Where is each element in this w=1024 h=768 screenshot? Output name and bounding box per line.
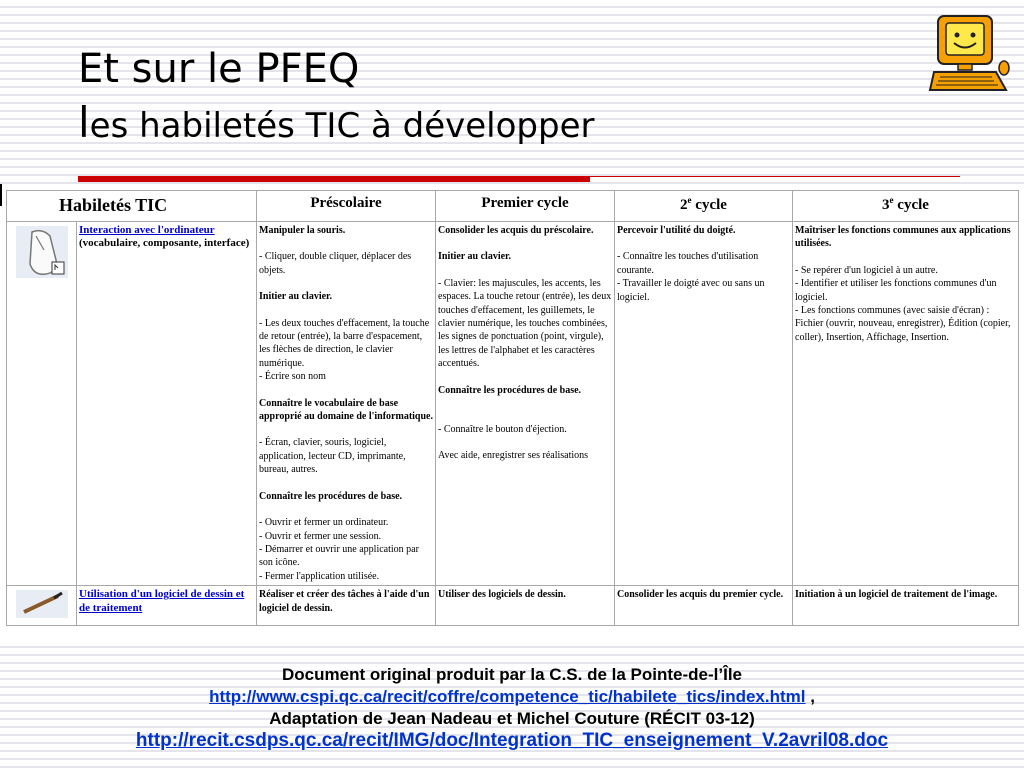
title-line-1: Et sur le PFEQ [78, 46, 360, 92]
cell-line: - Cliquer, double cliquer, déplacer des objets. [259, 251, 412, 276]
table-header-row [7, 191, 1019, 222]
cell-line: - Ouvrir et fermer un ordinateur. [259, 517, 389, 529]
row1-premier-cycle [436, 222, 615, 586]
cell-line: - Travailler le doigté avec ou sans un logiciel. [617, 278, 765, 303]
cell-line: Maîtriser les fonctions communes aux applications utilisées. [795, 225, 1011, 250]
footer-link1-line [0, 686, 1024, 708]
cell-line: - Les deux touches d'effacement, la touche de retour (entrée), la barre d'espacement, les flèches de direction, le clavier numérique. [259, 317, 430, 369]
row2-icon-cell [7, 586, 77, 625]
computer-mascot-icon [926, 10, 1012, 100]
row2-2e-cycle: Consolider les acquis du premier cycle. [615, 586, 793, 625]
cell-line: - Se repérer d'un logiciel à un autre. [795, 264, 938, 276]
cell-line: Initier au clavier. [438, 251, 512, 263]
source-link-recit[interactable]: http://recit.csdps.qc.ca/recit/IMG/doc/Integration_TIC_enseignement_V.2avril08.doc [135, 730, 889, 751]
row1-icon-cell [7, 222, 77, 586]
cell-line: Percevoir l'utilité du doigté. [617, 225, 736, 236]
row2-prescolaire: Réaliser et créer des tâches à l'aide d'un logiciel de dessin. [257, 586, 436, 625]
cell-line [438, 237, 612, 250]
slide-title [78, 44, 595, 149]
title-line-2 [78, 100, 595, 149]
mouse-icon [14, 272, 70, 283]
footer-adaptation-line: Adaptation de Jean Nadeau et Michel Couture (RÉCIT 03-12) [269, 709, 755, 728]
cell-line [617, 237, 790, 250]
cell-line [438, 397, 612, 410]
cell-line: - Écran, clavier, souris, logiciel, application, lecteur CD, imprimante, bureau, autres. [259, 437, 406, 476]
category-link-dessin[interactable]: Utilisation d'un logiciel de dessin et de traitement [79, 588, 245, 614]
cell-line: - Identifier et utiliser les fonctions communes d'un logiciel. [795, 278, 997, 303]
pfeq-table-image [0, 184, 1024, 644]
cell-line: - Les fonctions communes (avec saisie d'écran) : Fichier (ouvrir, nouveau, enregistrer), Édition (copier, coller), Insertion, Affichage, Insertion. [795, 305, 1011, 343]
paintbrush-icon [14, 610, 70, 621]
cell-line [438, 410, 612, 423]
cell-line [438, 371, 612, 384]
header-habiletes: Habiletés TIC [7, 191, 257, 222]
footer-link1-suffix: , [805, 687, 815, 706]
footer-link2-line [0, 730, 1024, 752]
cell-line: - Ouvrir et fermer une session. [259, 530, 382, 542]
cell-line [795, 251, 1016, 264]
footer-source-line: Document original produit par la C.S. de la Pointe-de-l’Île [282, 665, 742, 684]
table-row [7, 222, 1019, 586]
cell-line: - Écrire son nom [259, 371, 326, 383]
row1-prescolaire [257, 222, 436, 586]
header-prescolaire: Préscolaire [257, 191, 436, 222]
cell-line [259, 477, 433, 490]
row1-category [77, 222, 257, 586]
cell-line [259, 423, 433, 436]
cell-line: - Démarrer et ouvrir une application par son icône. [259, 543, 419, 569]
table-left-marker [0, 184, 2, 206]
title-line-2-rest: es habiletés TIC à développer [89, 106, 595, 146]
habiletes-table [6, 190, 1019, 626]
title-accent-bar [78, 176, 590, 182]
cell-line: Avec aide, enregistrer ses réalisations [438, 450, 589, 462]
cell-line [259, 277, 433, 290]
row1-2e-cycle [615, 222, 793, 586]
row2-3e-cycle: Initiation à un logiciel de traitement de l'image. [793, 586, 1019, 625]
category-link-interaction[interactable]: Interaction avec l'ordinateur [79, 224, 215, 236]
title-line-2-initial: l [78, 98, 90, 147]
cell-line: Consolider les acquis du préscolaire. [438, 225, 594, 236]
cell-line [259, 384, 433, 397]
source-link-cspi[interactable]: http://www.cspi.qc.ca/recit/coffre/competence_tic/habilete_tics/index.html [209, 687, 806, 706]
cell-line [438, 264, 612, 277]
cell-line [259, 503, 433, 516]
category-subtitle: (vocabulaire, composante, interface) [79, 237, 250, 250]
title-accent-line [590, 176, 960, 177]
cell-line: - Clavier: les majuscules, les accents, les espaces. La touche retour (entrée), les deux touches d'effacement, les guillemets, le clavier numérique, les touches combinées, les signes de ponctuation (point, virgule), les lettres de l'alphabet et les caractères accentués. [438, 277, 612, 370]
header-premier-cycle: Premier cycle [436, 191, 615, 222]
header-2e-cycle: 2e cycle [615, 191, 793, 222]
source-footer [0, 664, 1024, 752]
cell-line: Connaître les procédures de base. [259, 490, 403, 502]
row1-3e-cycle [793, 222, 1019, 586]
cell-line [259, 304, 433, 317]
cell-line: - Connaître les touches d'utilisation courante. [617, 251, 759, 276]
cell-line [438, 436, 612, 449]
cell-line: Manipuler la souris. [259, 225, 346, 236]
cell-line [259, 237, 433, 250]
cell-line: - Fermer l'application utilisée. [259, 570, 380, 582]
cell-line: Connaître le vocabulaire de base approprié au domaine de l'informatique. [259, 397, 433, 423]
table-row [7, 586, 1019, 625]
header-3e-cycle: 3e cycle [793, 191, 1019, 222]
cell-line: - Connaître le bouton d'éjection. [438, 424, 567, 436]
cell-line: Connaître les procédures de base. [438, 384, 582, 396]
row2-premier-cycle: Utiliser des logiciels de dessin. [436, 586, 615, 625]
cell-line: Initier au clavier. [259, 291, 333, 303]
row2-category [77, 586, 257, 625]
